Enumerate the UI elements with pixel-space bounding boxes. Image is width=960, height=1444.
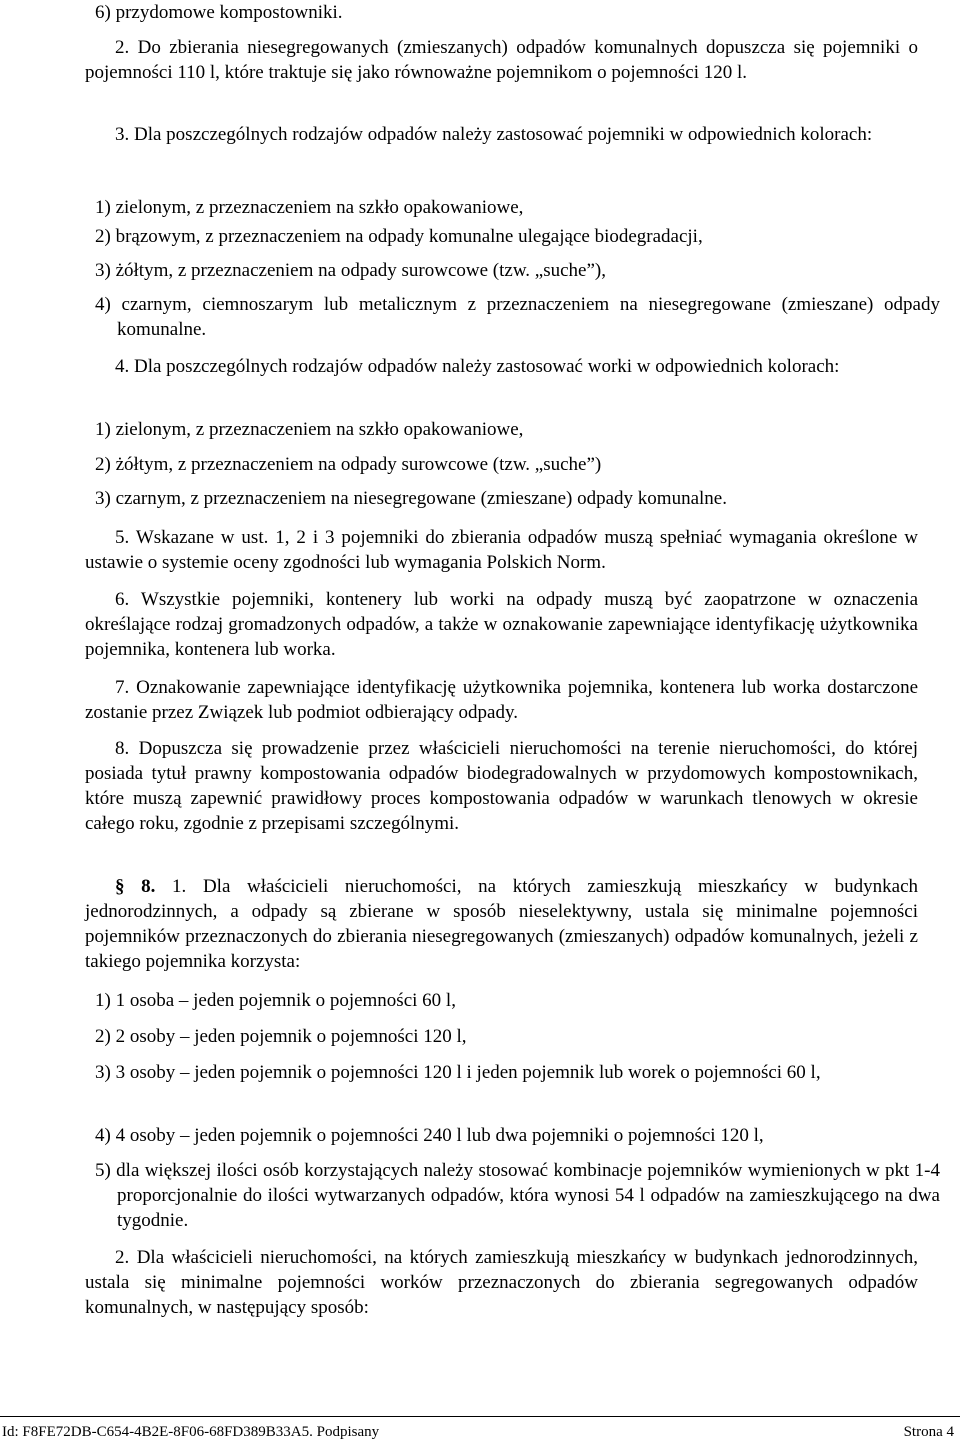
list-item-8-5: 5) dla większej ilości osób korzystających należy stosować kombinacje pojemników wymienionych w pkt 1-4 proporcjonalnie do ilości wytwarzanych odpadów, która wynosi 54 l odpadów na zamieszkującego na dwa tygodnie. (95, 1160, 940, 1231)
list-item-4-1: 1) zielonym, z przeznaczeniem na szkło opakowaniowe, (95, 419, 524, 440)
paragraph-5: 5. Wskazane w ust. 1, 2 i 3 pojemniki do zbierania odpadów muszą spełniać wymagania określone w ustawie o systemie oceny zgodności lub wymagania Polskich Norm. (85, 527, 918, 573)
list-item-3-4: 4) czarnym, ciemnoszarym lub metalicznym z przeznaczeniem na niesegregowane (zmieszane) odpady komunalne. (95, 294, 940, 340)
list-item-4-3: 3) czarnym, z przeznaczeniem na niesegregowane (zmieszane) odpady komunalne. (95, 488, 727, 509)
section-8-label: § 8. (115, 876, 156, 897)
list-item-kompostowniki: 6) przydomowe kompostowniki. (95, 2, 343, 23)
footer-divider (0, 1416, 960, 1417)
list-item-8-2: 2) 2 osoby – jeden pojemnik o pojemności 120 l, (95, 1026, 467, 1047)
list-item-8-3: 3) 3 osoby – jeden pojemnik o pojemności 120 l i jeden pojemnik lub worek o pojemności 60 l, (95, 1062, 821, 1083)
list-item-8-1: 1) 1 osoba – jeden pojemnik o pojemności 60 l, (95, 990, 456, 1011)
list-item-3-3: 3) żółtym, z przeznaczeniem na odpady surowcowe (tzw. „suche”), (95, 260, 607, 281)
footer-page-number: Strona 4 (903, 1424, 954, 1440)
section-8-paragraph-2: 2. Dla właścicieli nieruchomości, na których zamieszkują mieszkańcy w budynkach jednorodzinnych, ustala się minimalne pojemności worków przeznaczonych do zbierania segregowanych odpadów komunalnych, w następujący sposób: (85, 1247, 918, 1318)
paragraph-6: 6. Wszystkie pojemniki, kontenery lub worki na odpady muszą być zaopatrzone w oznaczenia określające rodzaj gromadzonych odpadów, a także w oznakowanie zapewniające identyfikację użytkownika pojemnika, kontenera lub worka. (85, 589, 918, 660)
list-item-3-1: 1) zielonym, z przeznaczeniem na szkło opakowaniowe, (95, 197, 524, 218)
list-item-4-2: 2) żółtym, z przeznaczeniem na odpady surowcowe (tzw. „suche”) (95, 454, 602, 475)
section-8-paragraph-1 (85, 874, 918, 974)
footer-document-id: Id: F8FE72DB-C654-4B2E-8F06-68FD389B33A5. Podpisany (2, 1424, 380, 1440)
list-item-3-2: 2) brązowym, z przeznaczeniem na odpady komunalne ulegające biodegradacji, (95, 226, 703, 247)
paragraph-2: 2. Do zbierania niesegregowanych (zmieszanych) odpadów komunalnych dopuszcza się pojemniki o pojemności 110 l, które traktuje się jako równoważne pojemnikom o pojemności 120 l. (85, 37, 918, 83)
paragraph-7: 7. Oznakowanie zapewniające identyfikację użytkownika pojemnika, kontenera lub worka dostarczone zostanie przez Związek lub podmiot odbierający odpady. (85, 677, 918, 723)
paragraph-8: 8. Dopuszcza się prowadzenie przez właścicieli nieruchomości na terenie nieruchomości, do której posiada tytuł prawny kompostowania odpadów biodegradowalnych w przydomowych kompostownikach, które muszą zapewnić prawidłowy proces kompostowania odpadów w warunkach tlenowych w okresie całego roku, zgodnie z przepisami szczególnymi. (85, 738, 918, 834)
list-item-8-4: 4) 4 osoby – jeden pojemnik o pojemności 240 l lub dwa pojemniki o pojemności 120 l, (95, 1125, 764, 1146)
section-8-1-text: 1. Dla właścicieli nieruchomości, na których zamieszkują mieszkańcy w budynkach jednorodzinnych, a odpady są zbierane w sposób nieselektywny, ustala się minimalne pojemności pojemników przeznaczonych do zbierania niesegregowanych (zmieszanych) odpadów komunalnych, jeżeli z takiego pojemnika korzysta: (85, 876, 919, 972)
paragraph-3: 3. Dla poszczególnych rodzajów odpadów należy zastosować pojemniki w odpowiednich kolorach: (115, 124, 873, 145)
paragraph-4: 4. Dla poszczególnych rodzajów odpadów należy zastosować worki w odpowiednich kolorach: (115, 356, 840, 377)
